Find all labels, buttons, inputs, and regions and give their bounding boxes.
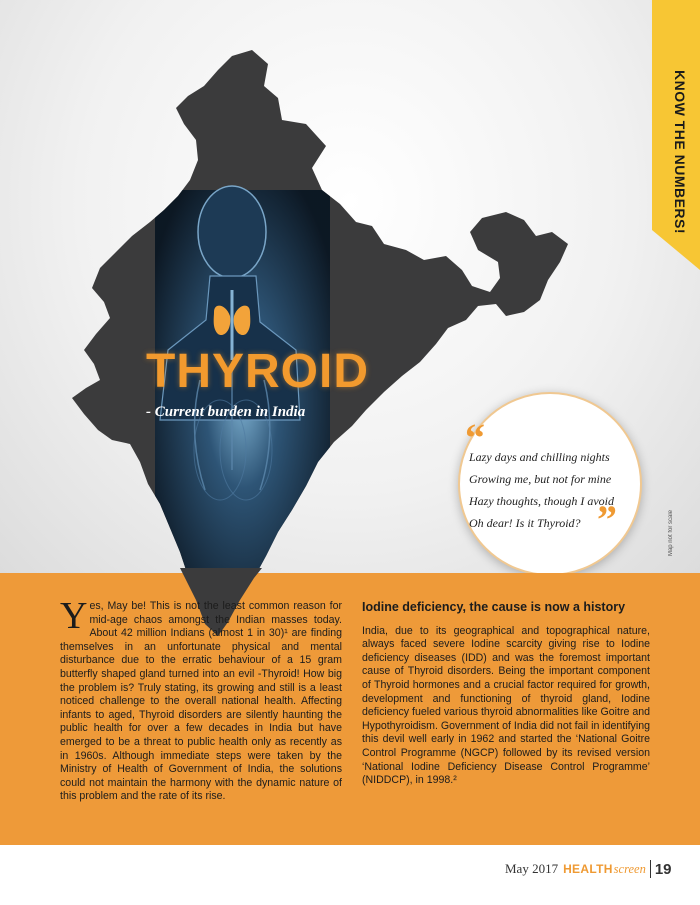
open-quote-icon: “ xyxy=(465,415,485,460)
quote-line-1: Lazy days and chilling nights xyxy=(469,450,610,464)
close-quote-icon: ” xyxy=(597,497,617,542)
article-left-column xyxy=(60,595,342,804)
page-subtitle: - Current burden in India xyxy=(146,404,306,420)
article-right-column xyxy=(362,600,650,788)
issue-date: May 2017 xyxy=(505,861,559,876)
quote-line-3: Hazy thoughts, though I avoid xyxy=(469,494,614,508)
brand-italic: screen xyxy=(613,861,646,876)
quote-line-2: Growing me, but not for mine xyxy=(469,472,612,486)
brand-bold: HEALTH xyxy=(563,862,613,876)
article-right-text: India, due to its geographical and topographical nature, always faced severe Iodine scarcity giving rise to Iodine deficiency diseases (IDD) and was the foremost important cause of Thyroid disorders. Being the important component of Thyroid hormones and a crucial factor required for growth, development and functioning of thyroid gland, Iodine deficiency fueled various thyroid abnormalities like Goitre and Hypothyroidism. Government of India did not fail in identifying this devil well early in 1962 and started the ‘National Goitre Control Programme (NGCP) followed by its revised version ‘National Iodine Deficiency Disease Control Programme’ (NIDDCP), in 1998.² xyxy=(362,624,650,787)
page-footer xyxy=(505,858,672,880)
page-title: THYROID xyxy=(146,345,369,398)
side-tab-label: KNOW THE NUMBERS! xyxy=(672,70,688,235)
article-left-text: es, May be! This is not the least common reason for mid-age chaos amongst the Indian masses today. About 42 million Indians (almost 1 in 30)¹ are finding themselves in an unfortunate physical and mental disturbance due to the erratic behaviour of a 15 gram butterfly shaped gland turned into an evil -Thyroid! How big the problem is? Truly stating, its growing and still is a least noticed challenge to the overall national health. Affecting infants to aged, Thyroid disorders are silently haunting the public health for over a few decades in India but have emerged to be a threat to public health only as recently as in 1960s. Although immediate steps were taken by the Ministry of Health of Government of India, the solutions could not maintain the harmony with the dynamic nature of this problem and the rate of its rise. xyxy=(60,600,342,803)
footer-divider xyxy=(650,860,651,878)
drop-cap: Y xyxy=(60,595,88,637)
quote-line-4: Oh dear! Is it Thyroid? xyxy=(469,516,581,530)
map-scale-note: Map not for scale xyxy=(668,510,674,557)
section-heading: Iodine deficiency, the cause is now a history xyxy=(362,600,626,614)
page-number: 19 xyxy=(654,860,672,878)
